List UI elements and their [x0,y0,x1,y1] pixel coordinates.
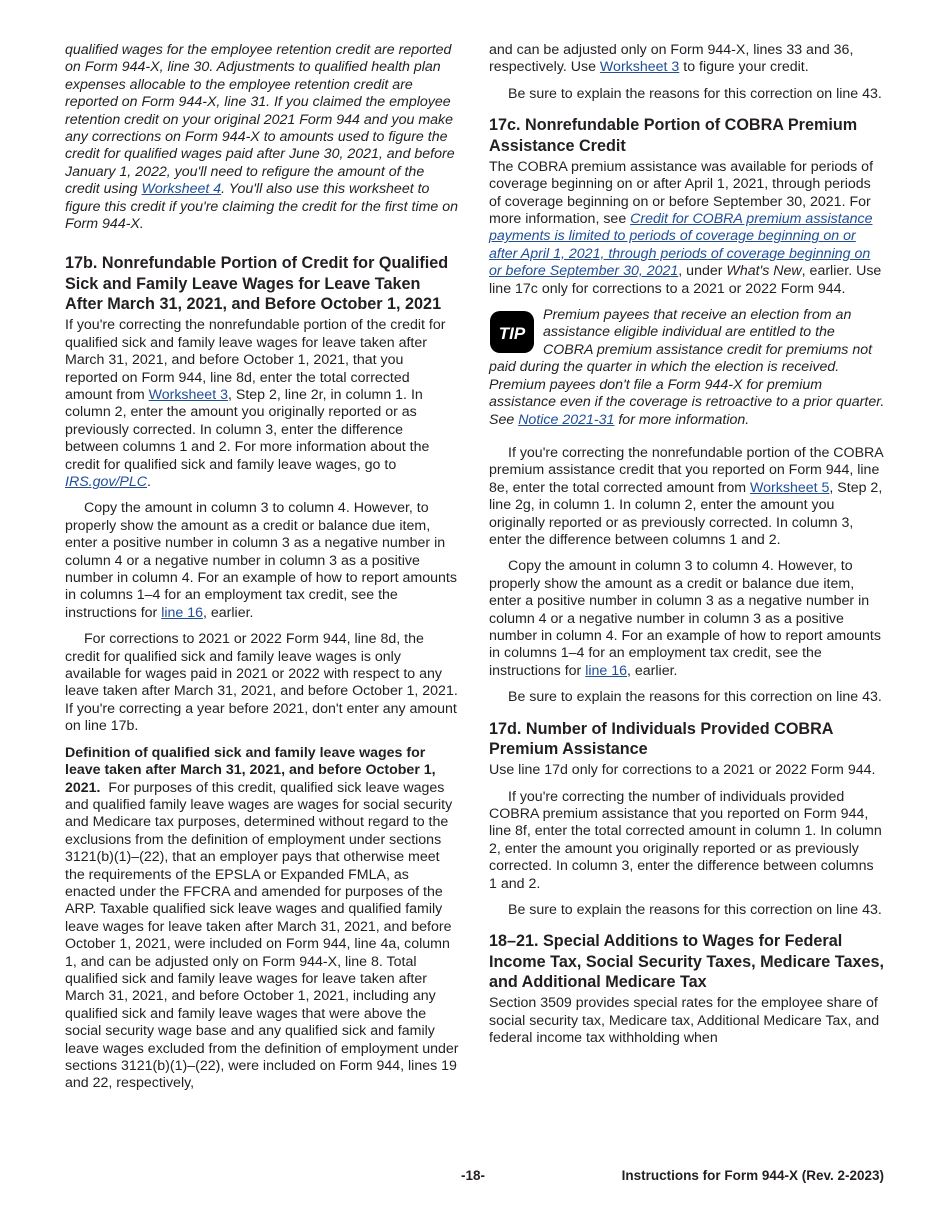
paragraph: Use line 17d only for corrections to a 2021 or 2022 Form 944. [489,762,876,779]
tip-icon [489,310,535,354]
paragraph: For corrections to 2021 or 2022 Form 944, line 8d, the credit for qualified sick and family leave wages is only available for wages paid in 2021 or 2022 with respect to any leave taken after March 31, 2021, and before October 1, 2021. If you're correcting a year before 2021, don't enter any amount on line 17b. [65,631,458,735]
worksheet-3-link[interactable]: Worksheet 3 [599,59,680,76]
line-16-link[interactable]: line 16 [161,604,204,621]
paragraph: Copy the amount in column 3 to column 4. However, to properly show the amount as a credit or balance due item, enter a positive number in column 3 as a negative number in column 4 or a negative number in column 3 as a positive number in column 4. For an example of how to report amounts in columns 1–4 for an employment tax credit, see the instructions for line 16, earlier. [489,558,881,679]
section-heading-17b: 17b. Nonrefundable Portion of Credit for Qualified Sick and Family Leave Wages for Leave Taken After March 31, 2021, and Before October 1, 2021 [65,254,449,314]
paragraph: qualified wages for the employee retention credit are reported on Form 944-X, line 30. Adjustments to qualified health plan expenses allocable to the employee retention credit are reported on Form 944-X, line 31. If you claimed the employee retention credit on your original 2021 Form 944 and you make any corrections on Form 944-X to amounts used to figure the credit for qualified wages paid after June 30, 2021, and before January 1, 2022, you'll need to refigure the amount of the credit using Worksheet 4. You'll also use this worksheet to figure this credit if you're claiming the credit for the first time on Form 944-X. [65,42,459,233]
left-column [65,42,460,1102]
paragraph: Be sure to explain the reasons for this correction on line 43. [508,689,882,706]
section-heading-18-21: 18–21. Special Additions to Wages for Federal Income Tax, Social Security Taxes, Medicare Taxes, and Additional Medicare Tax [489,932,884,992]
paragraph: Be sure to explain the reasons for this correction on line 43. [508,85,882,102]
cobra-credit-link[interactable]: Credit for COBRA premium assistance payments is limited to periods of coverage beginning on or after April 1, 2021, through periods of coverage beginning on or before September 30, 2021 [489,211,873,280]
paragraph: The COBRA premium assistance was available for periods of coverage beginning on or after April 1, 2021, through periods of coverage beginning on or before September 30, 2021. For more information, see Credit for COBRA premium assistance payments is limited to periods of coverage beginning on or after April 1, 2021, through periods of coverage beginning on or before September 30, 2021, under What's New, earlier. Use line 17c only for corrections to a 2021 or 2022 Form 944. [489,158,882,297]
tip-box: TIP Premium payees that receive an election from an assistance eligible individual are entitled to the COBRA premium assistance credit for premiums not paid during the quarter in which the election is received. Premium payees don't file a Form 944-X for premium assistance even if the coverage is retroactive to a prior quarter. See Notice 2021-31 for more information. [489,307,885,428]
paragraph: Copy the amount in column 3 to column 4. However, to properly show the amount as a credit or balance due item, enter a positive number in column 3 as a negative number in column 4 or a negative number in column 3 as a positive number in column 4. For an example of how to report amounts in columns 1–4 for an employment tax credit, see the instructions for line 16, earlier. [65,500,457,621]
section-heading-17d: 17d. Number of Individuals Provided COBRA Premium Assistance [489,719,833,758]
page-number: -18- [461,1168,486,1183]
paragraph: and can be adjusted only on Form 944-X, lines 33 and 36, respectively. Use Worksheet 3 to figure your credit. [489,42,854,76]
definition-lead-in: Definition of qualified sick and family leave wages for leave taken after March 31, 2021, and before October 1, 2021. [65,744,436,796]
paragraph: If you're correcting the nonrefundable portion of the COBRA premium assistance credit that you reported on Form 944, line 8e, enter the total corrected amount from Worksheet 5, Step 2, line 2g, in column 1. In column 2, enter the amount you originally reported or as previously corrected. In column 3, enter the difference between columns 1 and 2. [489,444,883,548]
tip-label: TIP [498,324,526,344]
worksheet-4-link[interactable]: Worksheet 4 [141,181,222,198]
worksheet-5-link[interactable]: Worksheet 5 [750,479,830,496]
paragraph: Definition of qualified sick and family leave wages for leave taken after March 31, 2021, and before October 1, 2021. For purposes of this credit, qualified sick leave wages and qualified family leave wages are wages for social security and Medicare tax purposes, determined without regard to the exclusions from the definition of employment under sections 3121(b)(1)–(22), that an employer pays that otherwise meet the requirements of the EPSLA or Expanded FMLA, as enacted under the FFCRA and amended for purposes of the ARP. Taxable qualified sick leave wages and qualified family leave wages for leave taken after March 31, 2021, and before October 1, 2021, were included on Form 944, line 4a, column 1, and can be adjusted only on Form 944-X, line 8. Total qualified sick and family leave wages for leave taken after March 31, 2021, and before October 1, 2021, including any qualified sick and family leave wages that were above the social security wage base and any qualified sick and family leave wages excluded from the definition of employment under sections 3121(b)(1)–(22), were included on Form 944, lines 19 and 22, respectively, [65,744,459,1092]
line-16-link[interactable]: line 16 [585,662,628,679]
form-title-footer: Instructions for Form 944-X (Rev. 2-2023) [621,1168,884,1183]
section-heading-17c: 17c. Nonrefundable Portion of COBRA Premium Assistance Credit [489,116,858,155]
paragraph: Section 3509 provides special rates for the employee share of social security tax, Medicare tax, Additional Medicare Tax, and federal income tax withholding when [489,995,880,1047]
notice-2021-31-link[interactable]: Notice 2021-31 [518,411,615,428]
paragraph: If you're correcting the nonrefundable portion of the credit for qualified sick and family leave wages for leave taken after March 31, 2021, and before October 1, 2021, that you reported on Form 944, line 8d, enter the total corrected amount from Worksheet 3, Step 2, line 2r, in column 1. In column 2, enter the amount you originally reported or as previously corrected. In column 3, enter the difference between columns 1 and 2. For more information about the credit for qualified sick and family leave wages, go to IRS.gov/PLC. [65,317,446,491]
paragraph: If you're correcting the number of individuals provided COBRA premium assistance that you reported on Form 944, line 8f, enter the total corrected amount in column 1. In column 2, enter the amount you originally reported or as previously corrected. In column 3, enter the difference between columns 1 and 2. [489,788,882,892]
worksheet-3-link[interactable]: Worksheet 3 [148,386,228,403]
paragraph: Be sure to explain the reasons for this correction on line 43. [508,902,882,919]
irs-plc-link[interactable]: IRS.gov/PLC [65,474,148,491]
right-column [489,42,885,1057]
